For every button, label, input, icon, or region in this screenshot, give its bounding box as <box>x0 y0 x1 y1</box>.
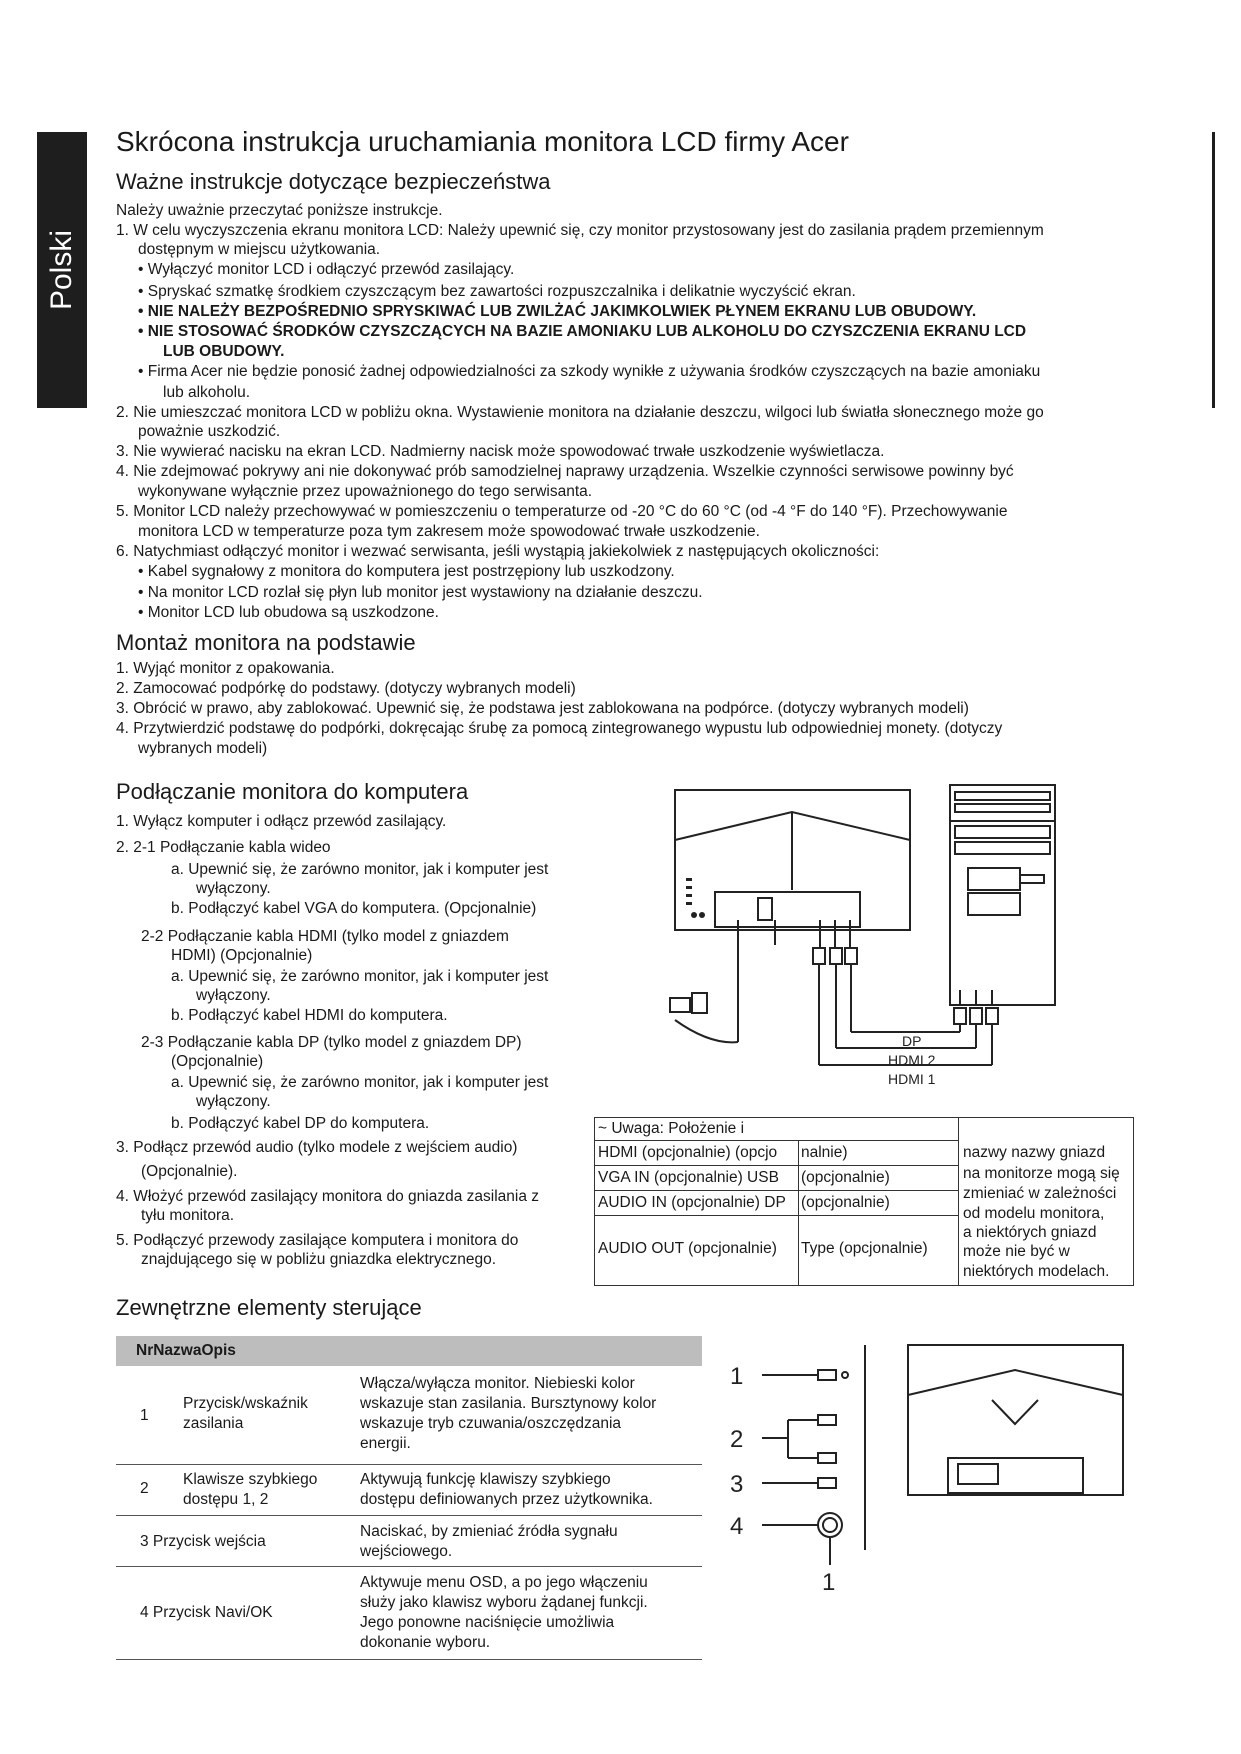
safety-line: poważnie uszkodzić. <box>138 423 281 440</box>
safety-line: lub alkoholu. <box>163 384 251 401</box>
connect-line: 2-3 Podłączanie kabla DP (tylko model z gniazdem DP) <box>141 1034 522 1051</box>
connect-line: b. Podłączyć kabel VGA do komputera. (Opcjonalnie) <box>171 900 537 917</box>
mount-line: wybranych modeli) <box>138 740 268 757</box>
port-row-right: nalnie) <box>801 1144 848 1161</box>
connect-line: (Opcjonalnie) <box>171 1053 264 1070</box>
row-desc: wskazuje tryb czuwania/oszczędzania <box>360 1415 622 1432</box>
row-desc: służy jako klawisz wyboru żądanej funkcji. <box>360 1594 648 1611</box>
connect-line: 5. Podłączyć przewody zasilające komputera i monitora do <box>116 1232 519 1249</box>
callout-number: 1 <box>730 1363 744 1390</box>
port-note-text: na monitorze mogą się <box>963 1165 1120 1182</box>
connect-line: wyłączony. <box>196 987 271 1004</box>
row-desc: Włącza/wyłącza monitor. Niebieski kolor <box>360 1375 635 1392</box>
connect-line: b. Podłączyć kabel DP do komputera. <box>171 1115 430 1132</box>
port-row-left: VGA IN (opcjonalnie) USB <box>598 1169 779 1186</box>
connect-line: 4. Włożyć przewód zasilający monitora do gniazda zasilania z <box>116 1188 540 1205</box>
row-name: 4 Przycisk Navi/OK <box>140 1604 273 1621</box>
hdmi1-label: HDMI 1 <box>888 1071 936 1087</box>
safety-line: • Kabel sygnałowy z monitora do komputera jest postrzępiony lub uszkodzony. <box>138 563 675 580</box>
port-row-right: (opcjonalnie) <box>801 1169 890 1186</box>
port-note-header: ~ Uwaga: Położenie i <box>598 1120 745 1137</box>
row-desc: dokonanie wyboru. <box>360 1634 491 1651</box>
controls-table-header: NrNazwaOpis <box>116 1336 702 1366</box>
connect-line: a. Upewnić się, że zarówno monitor, jak i komputer jest <box>171 968 549 985</box>
row-desc: Aktywuje menu OSD, a po jego włączeniu <box>360 1574 648 1591</box>
row-name: zasilania <box>183 1415 244 1432</box>
connect-line: wyłączony. <box>196 880 271 897</box>
safety-line: 5. Monitor LCD należy przechowywać w pomieszczeniu o temperaturze od -20 °C do 60 °C (od -4 °F do 140 °F). Przechowywanie <box>116 503 1008 520</box>
safety-line: 4. Nie zdejmować pokrywy ani nie dokonywać prób samodzielnej naprawy urządzenia. Wszelkie czynności serwisowe powinny być <box>116 463 1014 480</box>
row-desc: Naciskać, by zmieniać źródła sygnału <box>360 1523 618 1540</box>
table-row <box>116 1567 702 1660</box>
safety-line: 6. Natychmiast odłączyć monitor i wezwać serwisanta, jeśli wystąpią jakiekolwiek z następujących okoliczności: <box>116 543 880 560</box>
row-name: dostępu 1, 2 <box>183 1491 269 1508</box>
row-name: 3 Przycisk wejścia <box>140 1533 266 1550</box>
callout-number: 1 <box>822 1569 836 1596</box>
controls-heading: Zewnętrzne elementy sterujące <box>116 1295 422 1320</box>
mount-line: 3. Obrócić w prawo, aby zablokować. Upewnić się, że podstawa jest zablokowana na podpórce. (dotyczy wybranych modeli) <box>116 700 969 717</box>
port-note-text: niektórych modelach. <box>963 1263 1110 1280</box>
safety-line: monitora LCD w temperaturze poza tym zakresem może spowodować trwałe uszkodzenie. <box>138 523 760 540</box>
row-desc: Aktywują funkcję klawiszy szybkiego <box>360 1471 611 1488</box>
port-note-text: może nie być w <box>963 1243 1070 1260</box>
safety-line: LUB OBUDOWY. <box>163 343 285 360</box>
port-row-left: HDMI (opcjonalnie) (opcjo <box>598 1144 778 1161</box>
row-desc: wskazuje stan zasilania. Bursztynowy kolor <box>360 1395 657 1412</box>
safety-line: • NIE STOSOWAĆ ŚRODKÓW CZYSZCZĄCYCH NA BAZIE AMONIAKU LUB ALKOHOLU DO CZYSZCZENIA EKRANU LCD <box>138 323 1027 340</box>
port-note-text: a niektórych gniazd <box>963 1224 1097 1241</box>
connect-line: znajdującego się w pobliżu gniazdka elektrycznego. <box>141 1251 496 1268</box>
connect-line: b. Podłączyć kabel HDMI do komputera. <box>171 1007 448 1024</box>
connect-line: 2-2 Podłączanie kabla HDMI (tylko model z gniazdem <box>141 928 509 945</box>
language-side-tab: Polski <box>37 132 87 408</box>
safety-line: • Na monitor LCD rozlał się płyn lub monitor jest wystawiony na działanie deszczu. <box>138 584 703 601</box>
safety-line: wykonywane wyłącznie przez upoważnionego do tego serwisanta. <box>138 483 593 500</box>
mount-line: 2. Zamocować podpórkę do podstawy. (dotyczy wybranych modeli) <box>116 680 576 697</box>
callout-number: 2 <box>730 1426 744 1453</box>
safety-line: 1. W celu wyczyszczenia ekranu monitora LCD: Należy upewnić się, czy monitor przystosowany jest do zasilania prądem przemiennym <box>116 222 1044 239</box>
safety-heading: Ważne instrukcje dotyczące bezpieczeństwa <box>116 169 551 194</box>
safety-line: • Firma Acer nie będzie ponosić żadnej odpowiedzialności za szkody wynikłe z używania środków czyszczących na bazie amoniaku <box>138 363 1041 380</box>
row-desc: Jego ponowne naciśnięcie umożliwia <box>360 1614 615 1631</box>
port-row-left: AUDIO IN (opcjonalnie) DP <box>598 1194 786 1211</box>
controls-table <box>116 1336 702 1660</box>
row-nr: 2 <box>140 1480 149 1497</box>
safety-line: • Monitor LCD lub obudowa są uszkodzone. <box>138 604 439 621</box>
table-row <box>116 1366 702 1465</box>
port-note-text: nazwy nazwy gniazd <box>963 1144 1106 1161</box>
safety-line: 3. Nie wywierać nacisku na ekran LCD. Nadmierny nacisk może spowodować trwałe uszkodzenie wyświetlacza. <box>116 443 885 460</box>
connect-line: wyłączony. <box>196 1093 271 1110</box>
computer-tower-outline <box>950 785 1055 1005</box>
callout-number: 4 <box>730 1513 744 1540</box>
connect-line: (Opcjonalnie). <box>141 1163 238 1180</box>
safety-line: dostępnym w miejscu użytkowania. <box>138 241 381 258</box>
mount-heading: Montaż monitora na podstawie <box>116 630 416 655</box>
connect-line: HDMI) (Opcjonalnie) <box>171 947 313 964</box>
right-edge-rule <box>1212 132 1215 408</box>
table-row <box>116 1516 702 1567</box>
connect-line: a. Upewnić się, że zarówno monitor, jak i komputer jest <box>171 861 549 878</box>
connection-diagram <box>650 780 1070 1110</box>
connect-line: a. Upewnić się, że zarówno monitor, jak i komputer jest <box>171 1074 549 1091</box>
row-nr: 1 <box>140 1407 149 1424</box>
safety-line: • Spryskać szmatkę środkiem czyszczącym bez zawartości rozpuszczalnika i delikatnie wyczyścić ekran. <box>138 283 856 300</box>
page-title: Skrócona instrukcja uruchamiania monitora LCD firmy Acer <box>116 126 849 157</box>
connect-line: 3. Podłącz przewód audio (tylko modele z wejściem audio) <box>116 1139 518 1156</box>
port-note-text: zmieniać w zależności <box>963 1185 1117 1202</box>
row-name: Klawisze szybkiego <box>183 1471 318 1488</box>
port-note-table <box>594 1117 1134 1286</box>
connect-line: 2. 2-1 Podłączanie kabla wideo <box>116 839 331 856</box>
safety-line: • NIE NALEŻY BEZPOŚREDNIO SPRYSKIWAĆ LUB ZWILŻAĆ JAKIMKOLWIEK PŁYNEM EKRANU LUB OBUDOWY. <box>138 303 977 320</box>
port-row-right: Type (opcjonalnie) <box>801 1240 928 1257</box>
safety-line: Należy uważnie przeczytać poniższe instrukcje. <box>116 202 443 219</box>
dp-label: DP <box>902 1033 922 1049</box>
controls-diagram <box>730 1340 1130 1600</box>
connect-heading: Podłączanie monitora do komputera <box>116 779 469 804</box>
mount-line: 4. Przytwierdzić podstawę do podpórki, dokręcając śrubę za pomocą zintegrowanego wypustu lub odpowiedniej monety. (dotyczy <box>116 720 1003 737</box>
hdmi2-label: HDMI 2 <box>888 1052 936 1068</box>
table-row <box>116 1465 702 1516</box>
port-row-left: AUDIO OUT (opcjonalnie) <box>598 1240 777 1257</box>
safety-line: 2. Nie umieszczać monitora LCD w pobliżu okna. Wystawienie monitora na działanie deszczu, wilgoci lub światła słonecznego może go <box>116 404 1044 421</box>
row-name: Przycisk/wskaźnik <box>183 1395 308 1412</box>
connect-line: 1. Wyłącz komputer i odłącz przewód zasilający. <box>116 813 447 830</box>
row-desc: wejściowego. <box>360 1543 453 1560</box>
callout-number: 3 <box>730 1471 744 1498</box>
monitor-back-small <box>908 1345 1123 1495</box>
port-note-text: od modelu monitora, <box>963 1205 1105 1222</box>
mount-line: 1. Wyjąć monitor z opakowania. <box>116 660 335 677</box>
safety-line: • Wyłączyć monitor LCD i odłączyć przewód zasilający. <box>138 261 515 278</box>
row-desc: energii. <box>360 1435 411 1452</box>
row-desc: dostępu definiowanych przez użytkownika. <box>360 1491 653 1508</box>
connect-line: tyłu monitora. <box>141 1207 235 1224</box>
port-row-right: (opcjonalnie) <box>801 1194 890 1211</box>
